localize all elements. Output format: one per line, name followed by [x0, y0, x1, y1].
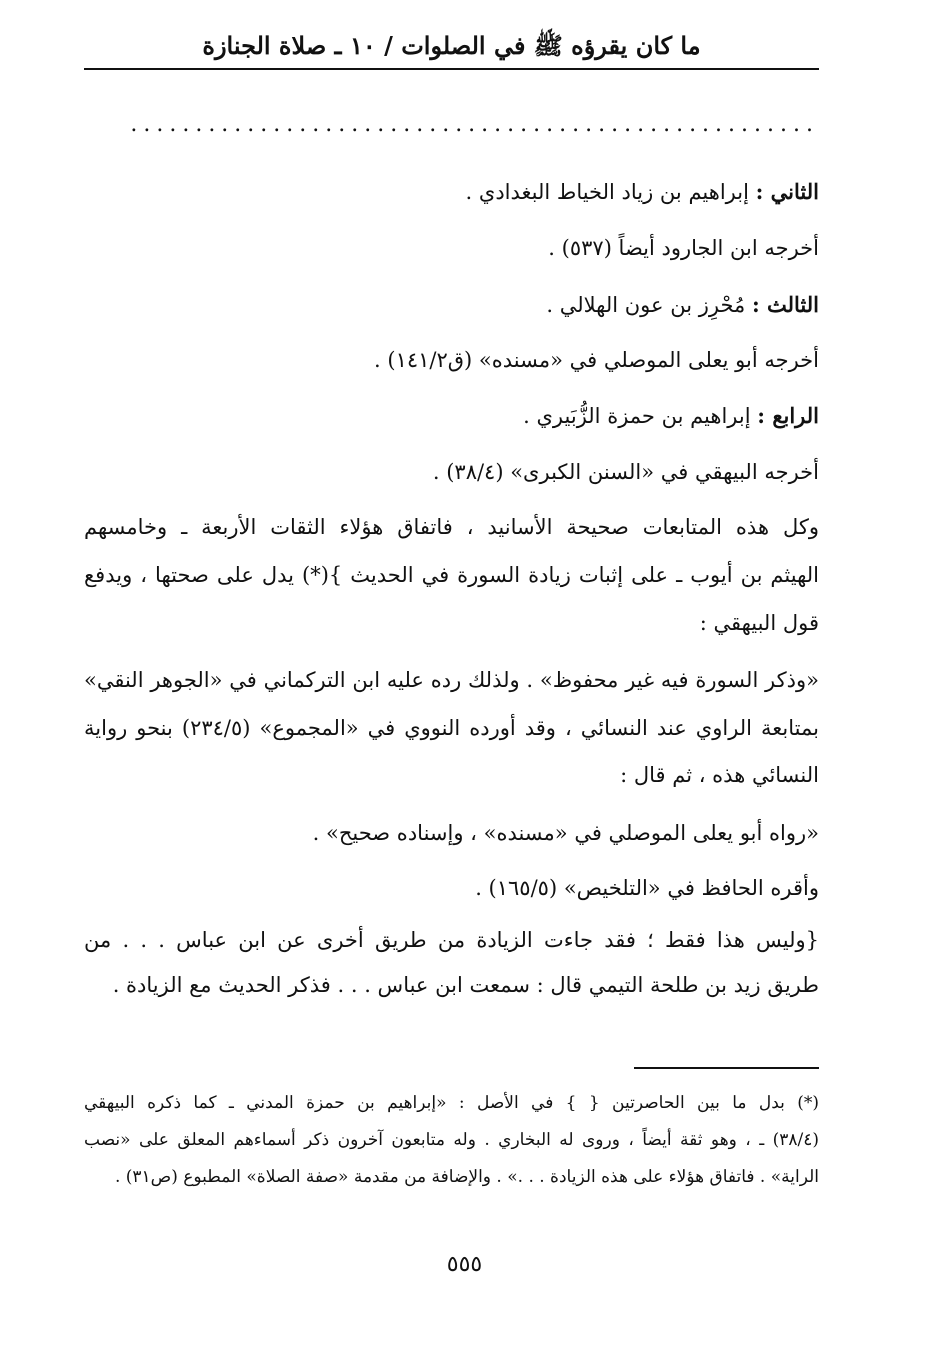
narrator-label: الثاني :: [755, 179, 819, 204]
line-text: أخرجه البيهقي في «السنن الكبرى» (٣٨/٤) .: [432, 460, 819, 484]
body-line: «رواه أبو يعلى الموصلي في «مسنده» ، وإسناده صحيح» .: [312, 821, 819, 845]
page-number: ٥٥٥: [446, 1252, 483, 1277]
body-line: [523, 401, 819, 431]
body-line: النسائي هذه ، ثم قال :: [620, 763, 819, 787]
footnote-line: الراية» . فاتفاق هؤلاء على هذه الزيادة . . .» . والإضافة من مقدمة «صفة الصلاة» المطبوع (ص٣١) .: [114, 1167, 819, 1187]
body-line: [374, 345, 819, 375]
body-line: [548, 233, 819, 263]
footnote-line: (*) بدل ما بين الحاصرتين { } في الأصل : «إبراهيم بن حمزة المدني ـ كما ذكره البيهقي: [84, 1093, 819, 1113]
body-line: وأقره الحافظ في «التلخيص» (١٦٥/٥) .: [475, 876, 819, 900]
line-text: إبراهيم بن حمزة الزُّبَيري .: [523, 404, 758, 428]
body-line: وكل هذه المتابعات صحيحة الأسانيد ، فاتفاق هؤلاء الثقات الأربعة ـ وخامسهم: [84, 515, 819, 539]
narrator-label: الثالث :: [751, 292, 819, 317]
body-line: {وليس هذا فقط ؛ فقد جاءت الزيادة من طريق أخرى عن ابن عباس . . . من: [84, 928, 819, 952]
line-text: أخرجه ابن الجارود أيضاً (٥٣٧) .: [548, 236, 819, 260]
body-line: [546, 290, 819, 320]
footnote-divider: [634, 1067, 819, 1069]
header-divider: [84, 68, 819, 70]
narrator-label: الرابع :: [757, 403, 819, 428]
body-line: [433, 457, 819, 487]
running-header: ما كان يقرؤه ﷺ في الصلوات / ١٠ ـ صلاة الجنازة: [202, 31, 701, 60]
body-line: طريق زيد بن طلحة التيمي قال : سمعت ابن عباس . . . فذكر الحديث مع الزيادة .: [112, 973, 819, 997]
line-text: مُحْرِز بن عون الهلالي .: [546, 293, 752, 317]
body-line: الهيثم بن أيوب ـ على إثبات زيادة السورة في الحديث }(*) يدل على صحتها ، ويدفع: [84, 563, 819, 587]
body-line: بمتابعة الراوي عند النسائي ، وقد أورده النووي في «المجموع» (٢٣٤/٥) بنحو رواية: [84, 716, 819, 740]
footnote-line: (٣٨/٤) ـ ، وهو ثقة أيضاً ، وروى له البخاري . وله متابعون آخرون ذكر أسماءهم المعلق على «نصب: [84, 1130, 819, 1150]
body-line: قول البيهقي :: [699, 611, 819, 635]
omission-dots: .....................................................: [130, 112, 819, 137]
body-line: [466, 177, 819, 207]
line-text: أخرجه أبو يعلى الموصلي في «مسنده» (ق١٤١/٢) .: [374, 348, 819, 372]
body-line: «وذكر السورة فيه غير محفوظ» . ولذلك رده عليه ابن التركماني في «الجوهر النقي»: [84, 668, 819, 692]
line-text: إبراهيم بن زياد الخياط البغدادي .: [465, 180, 756, 204]
